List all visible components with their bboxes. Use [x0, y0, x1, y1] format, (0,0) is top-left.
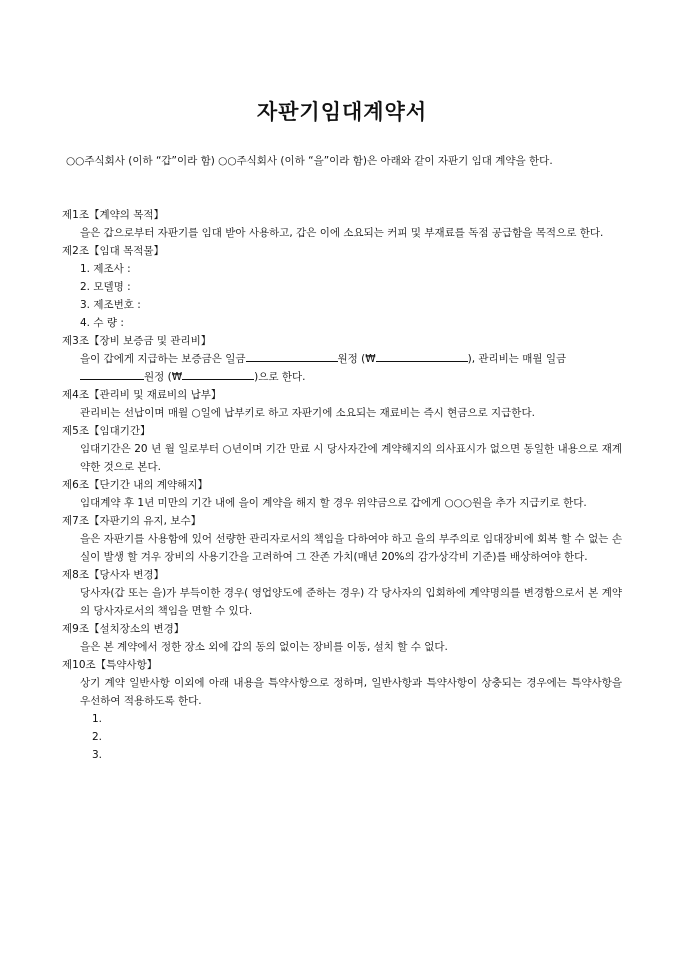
body-text: 원정 (₩ — [144, 371, 183, 383]
fee-amount-blank — [80, 368, 144, 380]
article-body: 임대기간은 20 년 월 일로부터 ○년이며 기간 만료 시 당사자간에 계약해지의 의사표시가 없으면 동일한 내용으로 재계약한 것으로 본다. — [80, 443, 622, 473]
article-body: 을은 본 계약에서 정한 장소 외에 갑의 동의 없이는 장비를 이동, 설치 할 수 없다. — [80, 641, 448, 653]
list-item: 1. — [92, 713, 103, 725]
body-text: 을이 갑에게 지급하는 보증금은 일금 — [80, 353, 246, 365]
article-heading: 제10조【특약사항】 — [62, 659, 158, 671]
article-body: 을은 자판기를 사용함에 있어 선량한 관리자로서의 책임을 다하여야 하고 을의 부주의로 임대장비에 회복 할 수 없는 손실이 발생 할 겨우 장비의 사용기간을 고려하여 그 잔존 가치(매년 20%의 감가상각비 기준)를 배상하여야 한다. — [80, 533, 622, 563]
article-body: 당사자(갑 또는 을)가 부득이한 경우( 영업양도에 준하는 경우) 각 당사자의 입회하에 계약명의를 변경함으로서 본 계약의 당사자로서의 책임을 면할 수 있다. — [80, 587, 622, 617]
article-body — [62, 350, 622, 386]
article-body: 임대계약 후 1년 미만의 기간 내에 을이 계약을 해지 할 경우 위약금으로 갑에게 ○○○원을 추가 지급키로 한다. — [80, 497, 587, 509]
article-heading: 제2조【임대 목적물】 — [62, 245, 165, 257]
numbered-list — [62, 710, 622, 764]
intro-paragraph: ○○주식회사 (이하 “갑”이라 함) ○○주식회사 (이하 “을”이라 함)은 아래와 같이 자판기 임대 계약을 한다. — [66, 155, 553, 167]
article-heading: 제7조【자판기의 유지, 보수】 — [62, 515, 202, 527]
fee-number-blank — [182, 368, 254, 380]
article-list — [62, 206, 622, 764]
article-body: 상기 계약 일반사항 이외에 아래 내용을 특약사항으로 정하며, 일반사항과 특약사항이 상충되는 경우에는 특약사항을 우선하여 적용하도록 한다. — [80, 677, 622, 707]
article-heading: 제6조【단기간 내의 계약해지】 — [62, 479, 208, 491]
article-heading: 제5조【임대기간】 — [62, 425, 151, 437]
list-item: 4. 수 량 : — [80, 317, 124, 329]
document-title: 자판기임대계약서 — [256, 100, 428, 124]
list-item: 1. 제조사 : — [80, 263, 131, 275]
article-body: 을은 갑으로부터 자판기를 임대 받아 사용하고, 갑은 이에 소요되는 커피 및 부재료를 독점 공급함을 목적으로 한다. — [80, 227, 604, 239]
article-2 — [62, 242, 622, 332]
article-3 — [62, 332, 622, 386]
article-heading: 제4조【관리비 및 재료비의 납부】 — [62, 389, 222, 401]
body-text: 원정 (₩ — [337, 353, 376, 365]
article-heading: 제1조【계약의 목적】 — [62, 209, 165, 221]
article-4 — [62, 386, 622, 422]
body-text: )으로 한다. — [254, 371, 306, 383]
article-7 — [62, 512, 622, 566]
deposit-amount-blank — [246, 350, 338, 362]
article-5 — [62, 422, 622, 476]
deposit-number-blank — [376, 350, 468, 362]
article-heading: 제8조【당사자 변경】 — [62, 569, 165, 581]
list-item: 2. 모델명 : — [80, 281, 131, 293]
article-6 — [62, 476, 622, 512]
article-9 — [62, 620, 622, 656]
article-10 — [62, 656, 622, 764]
article-heading: 제3조【장비 보증금 및 관리비】 — [62, 335, 212, 347]
article-1 — [62, 206, 622, 242]
item-list — [62, 260, 622, 332]
article-heading: 제9조【설치장소의 변경】 — [62, 623, 185, 635]
article-body: 관리비는 선납이며 매월 ○일에 납부키로 하고 자판기에 소요되는 재료비는 즉시 현금으로 지급한다. — [80, 407, 535, 419]
article-8 — [62, 566, 622, 620]
body-text: ), 관리비는 매월 일금 — [467, 353, 567, 365]
list-item: 3. — [92, 749, 103, 761]
list-item: 2. — [92, 731, 103, 743]
list-item: 3. 제조번호 : — [80, 299, 141, 311]
